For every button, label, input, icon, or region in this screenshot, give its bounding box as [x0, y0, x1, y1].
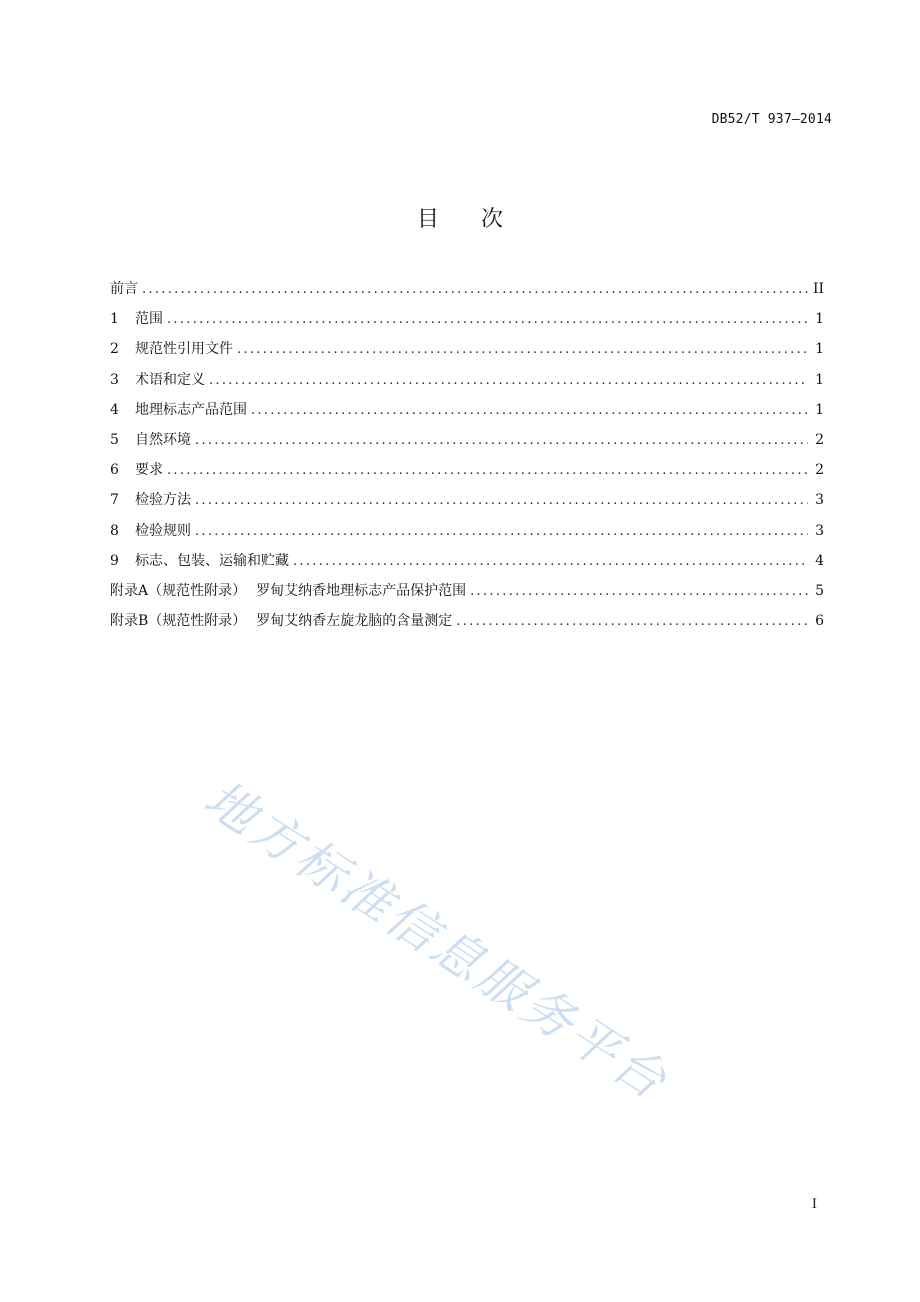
toc-entry[interactable]: [110, 489, 824, 519]
toc-entry-number: 9: [110, 552, 119, 569]
toc-entry-number: 2: [110, 341, 119, 358]
toc-entry-label: 检验规则: [135, 522, 191, 539]
table-of-contents: [110, 278, 824, 640]
toc-dot-leader: [142, 282, 808, 297]
document-code: DB52/T 937—2014: [711, 112, 832, 127]
toc-entry-page: 1: [815, 311, 824, 328]
toc-entry[interactable]: [110, 610, 824, 640]
toc-entry-page: 1: [815, 371, 824, 388]
toc-entry-label: 前言: [110, 281, 138, 297]
toc-entry-label: 标志、包装、运输和贮藏: [135, 552, 289, 569]
toc-entry[interactable]: [110, 429, 824, 459]
toc-entry-label: 范围: [135, 311, 163, 328]
toc-entry[interactable]: [110, 308, 824, 338]
toc-entry-page: 4: [815, 552, 824, 569]
toc-entry-label: 检验方法: [135, 492, 191, 509]
toc-entry-page: 5: [815, 582, 824, 599]
toc-entry-page: II: [812, 281, 824, 297]
toc-entry-page: 2: [815, 462, 824, 479]
watermark: 地方标准信息服务平台: [194, 769, 679, 1112]
toc-entry[interactable]: [110, 338, 824, 368]
toc-entry-page: 6: [815, 613, 824, 630]
toc-entry[interactable]: [110, 459, 824, 489]
toc-entry[interactable]: [110, 580, 824, 610]
toc-entry-number: 6: [110, 462, 119, 479]
toc-entry-label: 罗甸艾纳香地理标志产品保护范围: [256, 582, 467, 599]
toc-entry-label: 地理标志产品范围: [135, 401, 247, 418]
toc-dot-leader: [167, 463, 808, 478]
toc-entry-label: 规范性引用文件: [135, 341, 233, 358]
toc-entry[interactable]: [110, 278, 824, 308]
toc-dot-leader: [251, 403, 808, 418]
toc-entry-page: 2: [815, 431, 824, 448]
toc-entry-number: 5: [110, 431, 119, 448]
toc-entry-page: 3: [815, 522, 824, 539]
toc-entry-label: 术语和定义: [135, 371, 205, 388]
toc-entry-page: 1: [815, 341, 824, 358]
toc-dot-leader: [209, 373, 808, 388]
toc-dot-leader: [456, 614, 808, 629]
toc-entry-page: 3: [815, 492, 824, 509]
toc-entry-number: 7: [110, 492, 119, 509]
toc-entry-label: 要求: [135, 462, 163, 479]
toc-entry-number: 4: [110, 401, 119, 418]
toc-entry[interactable]: [110, 369, 824, 399]
page-title: 目次: [416, 207, 545, 232]
toc-entry-page: 1: [815, 401, 824, 418]
toc-entry[interactable]: [110, 520, 824, 550]
toc-dot-leader: [237, 342, 808, 357]
toc-dot-leader: [195, 493, 808, 508]
toc-dot-leader: [293, 554, 808, 569]
toc-dot-leader: [195, 433, 808, 448]
toc-entry-appendix-prefix: 附录A（规范性附录）: [110, 582, 247, 599]
toc-entry[interactable]: [110, 550, 824, 580]
toc-dot-leader: [470, 584, 808, 599]
page-number: I: [811, 1197, 817, 1212]
toc-dot-leader: [167, 312, 808, 327]
toc-entry-label: 罗甸艾纳香左旋龙脑的含量测定: [256, 613, 453, 630]
toc-entry-number: 1: [110, 311, 119, 328]
toc-entry-label: 自然环境: [135, 431, 191, 448]
toc-entry-number: 3: [110, 371, 119, 388]
toc-entry[interactable]: [110, 399, 824, 429]
toc-entry-number: 8: [110, 522, 119, 539]
toc-dot-leader: [195, 524, 808, 539]
toc-entry-appendix-prefix: 附录B（规范性附录）: [110, 613, 247, 630]
